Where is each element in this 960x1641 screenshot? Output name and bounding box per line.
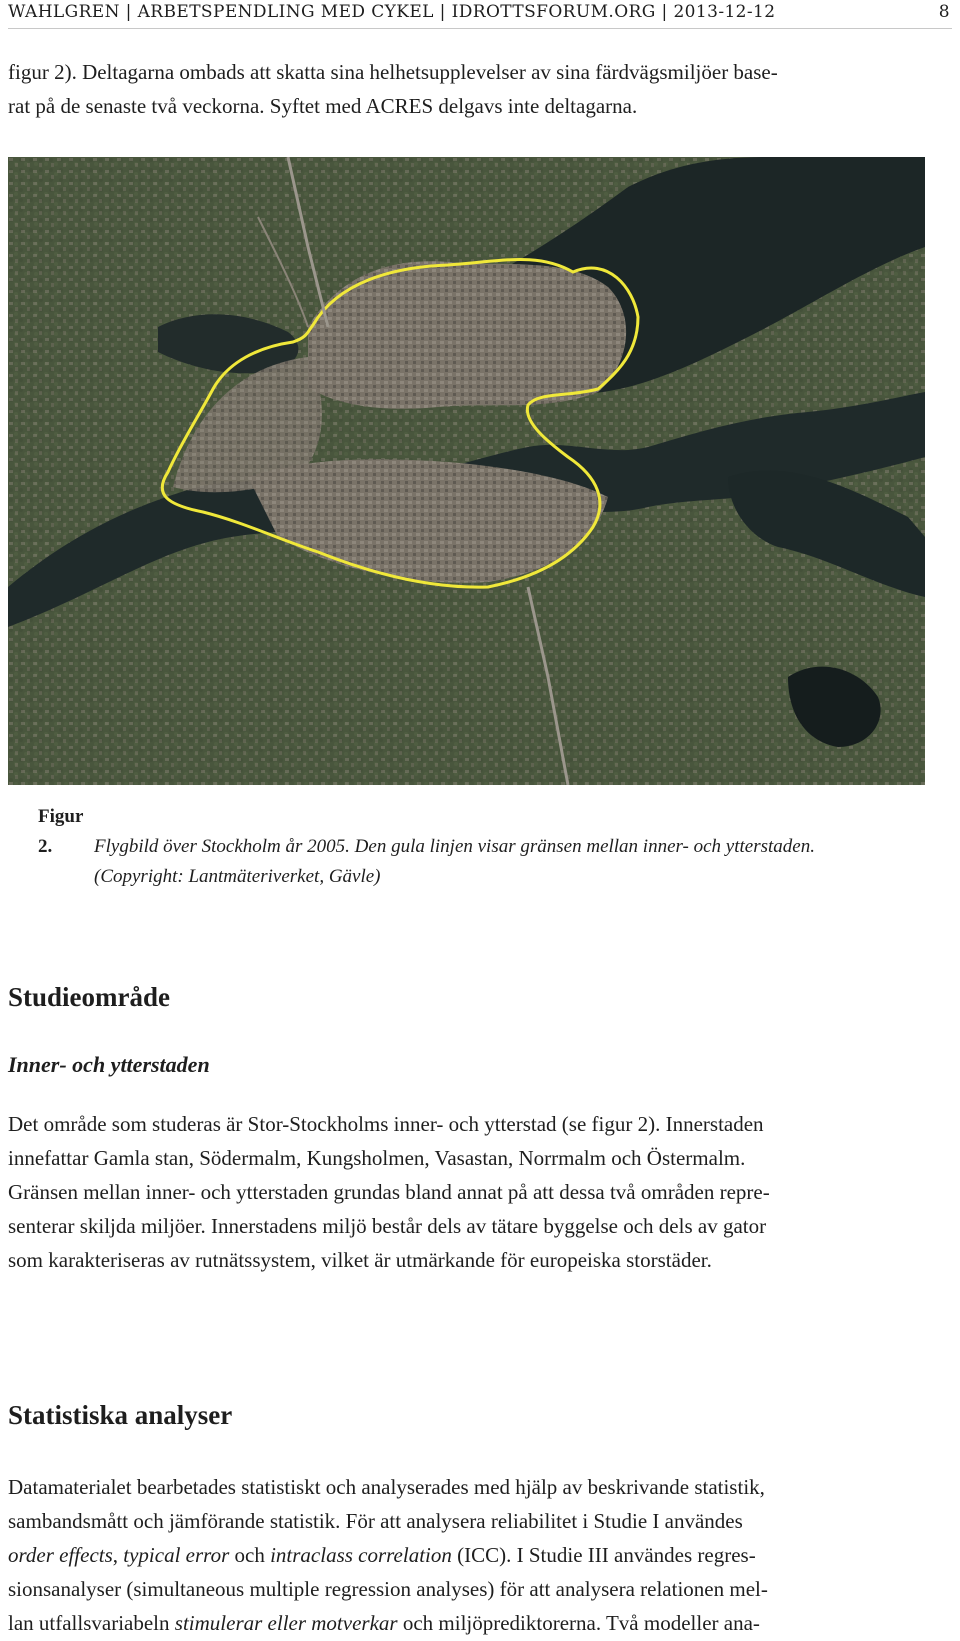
page-number: 8 [938,2,950,22]
running-head-title: WAHLGREN | ARBETSPENDLING MED CYKEL | IDROTTSFORUM.ORG | 2013-12-12 [8,2,776,22]
intro-line: figur 2). Deltagarna ombads att skatta sina helhetsupplevelser av sina färdvägsmiljöer base- [8,60,778,84]
paragraph-line: som karakteriseras av rutnätssystem, vilket är utmärkande för europeiska storstäder. [8,1248,712,1272]
figure-copyright: (Copyright: Lantmäteriverket, Gävle) [94,866,381,887]
paragraph-line: Det område som studeras är Stor-Stockholms inner- och ytterstad (se figur 2). Innerstaden [8,1112,764,1136]
figure-caption [38,802,815,892]
subheading-inner-ytterstaden: Inner- och ytterstaden [8,1052,210,1077]
section-heading-studieomrade: Studieområde [8,982,170,1012]
intro-line: rat på de senaste två veckorna. Syftet med ACRES delgavs inte deltagarna. [8,94,638,118]
term-typical-error: typical error [123,1543,230,1567]
paragraph-statistiska-analyser [8,1470,943,1640]
paragraph-line: Gränsen mellan inner- och ytterstaden grundas bland annat på att dessa två områden repre- [8,1180,770,1204]
figure-label: Figur 2. [38,806,84,857]
term-intraclass-correlation: intraclass correlation [270,1543,452,1567]
figure-caption-text: Flygbild över Stockholm år 2005. Den gula linjen visar gränsen mellan inner- och ytterstaden. [94,836,815,857]
section-heading-statistiska-analyser: Statistiska analyser [8,1400,233,1430]
text-fragment: och [229,1543,271,1567]
text-fragment: (ICC). I Studie III användes regres- [451,1543,756,1567]
paragraph-studieomrade [8,1107,943,1277]
text-fragment: , [112,1543,124,1567]
text-fragment: lan utfallsvariabeln [8,1611,175,1635]
term-order-effects: order effects [8,1543,113,1567]
paragraph-line: Datamaterialet bearbetades statistiskt och analyserades med hjälp av beskrivande statistik, [8,1475,765,1499]
text-fragment: och miljöprediktorerna. Två modeller ana- [397,1611,760,1635]
intro-paragraph [8,55,943,123]
paragraph-line: sionsanalyser (simultaneous multiple regression analyses) för att analysera relationen mel- [8,1577,768,1601]
paragraph-line [8,1606,943,1640]
paragraph-line [8,1538,943,1572]
paragraph-line: innefattar Gamla stan, Södermalm, Kungsholmen, Vasastan, Norrmalm och Östermalm. [8,1146,746,1170]
running-head [8,0,952,29]
aerial-photo-stockholm [8,157,925,785]
term-stimulerar-eller-motverkar: stimulerar eller motverkar [174,1611,398,1635]
paragraph-line: senterar skiljda miljöer. Innerstadens miljö består dels av tätare byggelse och dels av gator [8,1214,767,1238]
inner-city-norr [308,261,626,409]
aerial-map-graphic [8,157,925,785]
paragraph-line: sambandsmått och jämförande statistik. För att analysera reliabilitet i Studie I användes [8,1509,743,1533]
